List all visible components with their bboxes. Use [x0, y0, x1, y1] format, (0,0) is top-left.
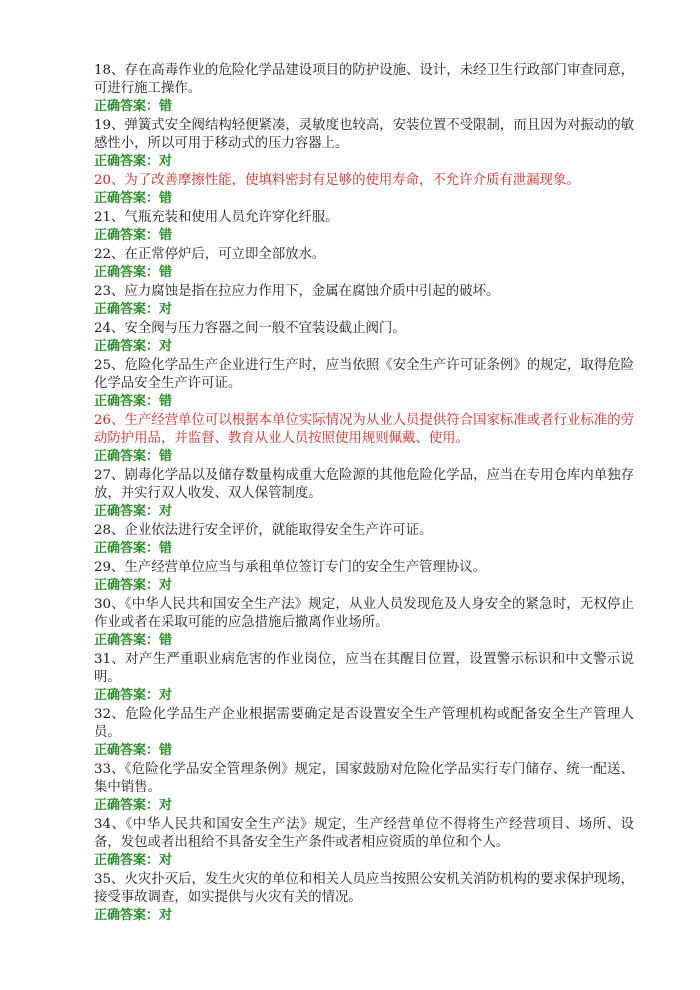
answer-value: 错 — [159, 743, 173, 758]
answer-label: 正确答案： — [94, 541, 160, 556]
question-list — [94, 62, 634, 926]
answer-line — [94, 852, 634, 870]
answer-label: 正确答案： — [94, 504, 160, 519]
question-text: 35、火灾扑灭后，发生火灾的单位和相关人员应当按照公安机关消防机构的要求保护现场，接受事故调查，如实提供与火灾有关的情况。 — [94, 872, 634, 905]
answer-line — [94, 190, 634, 208]
answer-value: 错 — [159, 541, 173, 556]
answer-line — [94, 907, 634, 925]
answer-value: 错 — [159, 99, 173, 114]
answer-label: 正确答案： — [94, 449, 160, 464]
answer-value: 对 — [159, 339, 173, 354]
answer-value: 对 — [159, 798, 173, 813]
question-text: 34、《中华人民共和国安全生产法》规定，生产经营单位不得将生产经营项目、场所、设备，发包或者出租给不具备安全生产条件或者相应资质的单位和个人。 — [94, 817, 634, 850]
answer-line — [94, 540, 634, 558]
answer-value: 错 — [159, 449, 173, 464]
answer-label: 正确答案： — [94, 908, 160, 923]
answer-line — [94, 632, 634, 650]
answer-label: 正确答案： — [94, 265, 160, 280]
answer-value: 对 — [159, 154, 173, 169]
question-text: 22、在正常停炉后，可立即全部放水。 — [94, 247, 326, 262]
answer-value: 对 — [159, 908, 173, 923]
answer-label: 正确答案： — [94, 228, 160, 243]
question-text: 23、应力腐蚀是指在拉应力作用下，金属在腐蚀介质中引起的破坏。 — [94, 284, 500, 299]
answer-label: 正确答案： — [94, 853, 160, 868]
answer-line — [94, 448, 634, 466]
answer-line — [94, 742, 634, 760]
question-text: 20、为了改善摩擦性能，使填料密封有足够的使用寿命，不允许介质有泄漏现象。 — [94, 173, 580, 188]
answer-line — [94, 577, 634, 595]
question-text: 28、企业依法进行安全评价，就能取得安全生产许可证。 — [94, 523, 433, 538]
answer-value: 错 — [159, 394, 173, 409]
question-text: 31、对产生严重职业病危害的作业岗位，应当在其醒目位置，设置警示标识和中文警示说明。 — [94, 652, 634, 685]
answer-label: 正确答案： — [94, 578, 160, 593]
question-text: 21、气瓶充装和使用人员允许穿化纤服。 — [94, 210, 339, 225]
answer-label: 正确答案： — [94, 633, 160, 648]
answer-label: 正确答案： — [94, 302, 160, 317]
answer-line — [94, 153, 634, 171]
answer-label: 正确答案： — [94, 798, 160, 813]
answer-label: 正确答案： — [94, 99, 160, 114]
answer-line — [94, 98, 634, 116]
answer-line — [94, 338, 634, 356]
answer-value: 对 — [159, 688, 173, 703]
question-text: 33、《危险化学品安全管理条例》规定，国家鼓励对危险化学品实行专门储存、统一配送、集中销售。 — [94, 762, 634, 795]
answer-line — [94, 227, 634, 245]
question-text: 32、危险化学品生产企业根据需要确定是否设置安全生产管理机构或配备安全生产管理人员。 — [94, 707, 634, 740]
answer-label: 正确答案： — [94, 339, 160, 354]
question-text: 24、安全阀与压力容器之间一般不宜装设截止阀门。 — [94, 321, 406, 336]
answer-label: 正确答案： — [94, 743, 160, 758]
answer-line — [94, 301, 634, 319]
question-text: 19、弹簧式安全阀结构轻便紧凑，灵敏度也较高，安装位置不受限制，而且因为对振动的敏感性小，所以可用于移动式的压力容器上。 — [94, 118, 634, 151]
answer-label: 正确答案： — [94, 688, 160, 703]
question-text: 27、剧毒化学品以及储存数量构成重大危险源的其他危险化学品，应当在专用仓库内单独存放，并实行双人收发、双人保管制度。 — [94, 468, 634, 501]
answer-value: 错 — [159, 265, 173, 280]
answer-label: 正确答案： — [94, 154, 160, 169]
answer-value: 错 — [159, 228, 173, 243]
answer-value: 错 — [159, 633, 173, 648]
answer-value: 对 — [159, 504, 173, 519]
answer-value: 错 — [159, 191, 173, 206]
answer-line — [94, 393, 634, 411]
answer-label: 正确答案： — [94, 394, 160, 409]
answer-label: 正确答案： — [94, 191, 160, 206]
answer-line — [94, 797, 634, 815]
question-text: 30、《中华人民共和国安全生产法》规定，从业人员发现危及人身安全的紧急时，无权停止作业或者在采取可能的应急措施后撤离作业场所。 — [94, 597, 634, 630]
question-text: 25、危险化学品生产企业进行生产时，应当依照《安全生产许可证条例》的规定，取得危险化学品安全生产许可证。 — [94, 358, 634, 391]
question-text: 26、生产经营单位可以根据本单位实际情况为从业人员提供符合国家标准或者行业标准的劳动防护用品，并监督、教育从业人员按照使用规则佩戴、使用。 — [94, 413, 634, 446]
answer-value: 对 — [159, 302, 173, 317]
question-text: 18、存在高毒作业的危险化学品建设项目的防护设施、设计，未经卫生行政部门审查同意，可进行施工操作。 — [94, 63, 634, 96]
answer-line — [94, 503, 634, 521]
answer-line — [94, 687, 634, 705]
answer-line — [94, 264, 634, 282]
answer-value: 对 — [159, 578, 173, 593]
question-text: 29、生产经营单位应当与承租单位签订专门的安全生产管理协议。 — [94, 560, 486, 575]
answer-value: 对 — [159, 853, 173, 868]
